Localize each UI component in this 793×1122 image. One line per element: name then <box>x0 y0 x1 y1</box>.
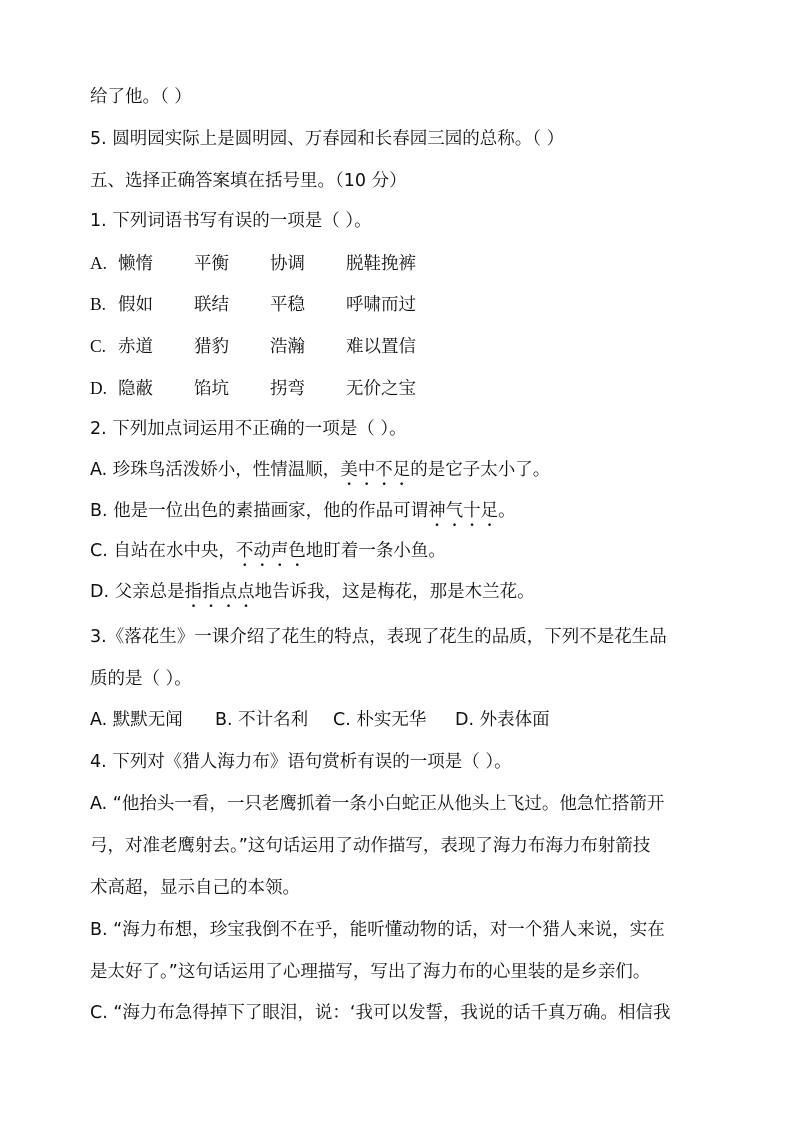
text-line: 术高超，显示自己的本领。 <box>90 878 300 898</box>
text-line: 给了他。（ ） <box>90 87 192 107</box>
question-2-option <box>90 539 446 571</box>
option-word: 联结 <box>194 295 229 315</box>
question-1: 1. 下列词语书写有误的一项是（ ）。 <box>90 211 372 231</box>
option-text: 地告诉我，这是梅花，那是木兰花。 <box>254 582 535 602</box>
dotted-word: 不动声色 <box>235 541 306 561</box>
option-label: B. <box>90 294 107 314</box>
option-word: 难以置信 <box>346 337 416 357</box>
question-3-options <box>90 708 550 732</box>
dotted-word: 美中不足 <box>340 460 411 480</box>
option-word: 假如 <box>118 295 153 315</box>
option-word: 呼啸而过 <box>346 295 416 315</box>
option-word: 馅坑 <box>194 379 229 399</box>
option-word: 浩瀚 <box>270 337 305 357</box>
text-line: 是太好了。”这句话运用了心理描写，写出了海力布的心里装的是乡亲们。 <box>90 962 651 982</box>
option-word: 平衡 <box>194 254 229 274</box>
option-word: 隐蔽 <box>118 379 153 399</box>
option-text: A. 珍珠鸟活泼娇小，性情温顺， <box>90 460 341 480</box>
dotted-word: 指指点点 <box>184 582 255 602</box>
question-1-option <box>90 251 422 276</box>
option-text: 地盯着一条小鱼。 <box>305 541 446 561</box>
option-b: B. 不计名利 <box>215 710 309 730</box>
option-word: 懒惰 <box>118 254 153 274</box>
option-word: 脱鞋挽裤 <box>346 254 416 274</box>
text-line: 弓，对准老鹰射去。”这句话运用了动作描写，表现了海力布海力布射箭技 <box>90 836 651 856</box>
question-3-cont: 质的是（ ）。 <box>90 669 192 689</box>
question-2-option <box>90 499 516 531</box>
question-2: 2. 下列加点词运用不正确的一项是（ ）。 <box>90 419 407 439</box>
option-word: 无价之宝 <box>346 379 416 399</box>
question-3: 3.《落花生》一课介绍了花生的特点，表现了花生的品质，下列不是花生品 <box>90 627 667 647</box>
option-a: A. 默默无闻 <box>90 710 183 730</box>
dotted-word: 神气十足 <box>428 501 499 521</box>
question-4-option-a: A. “他抬头一看，一只老鹰抓着一条小白蛇正从他头上飞过。他急忙搭箭开 <box>90 794 665 814</box>
judgement-item-5: 5. 圆明园实际上是圆明园、万春园和长春园三园的总称。（ ） <box>90 129 565 149</box>
option-word: 拐弯 <box>270 379 305 399</box>
option-c: C. 朴实无华 <box>333 710 427 730</box>
option-word: 赤道 <box>118 337 153 357</box>
question-1-option <box>90 376 422 401</box>
option-text: C. 自站在水中央， <box>90 541 236 561</box>
option-text: 的是它子太小了。 <box>410 460 551 480</box>
question-4: 4. 下列对《猎人海力布》语句赏析有误的一项是（ ）。 <box>90 752 512 772</box>
question-1-option <box>90 292 422 317</box>
question-4-option-b: B. “海力布想，珍宝我倒不在乎，能听懂动物的话，对一个猎人来说，实在 <box>90 920 665 940</box>
option-word: 协调 <box>270 254 305 274</box>
option-text: B. 他是一位出色的素描画家，他的作品可谓 <box>90 501 429 521</box>
section-heading: 五、选择正确答案填在括号里。（10 分） <box>90 171 407 191</box>
option-d: D. 外表体面 <box>455 710 550 730</box>
question-2-option <box>90 580 535 612</box>
question-4-option-c: C. “海力布急得掉下了眼泪，说：‘我可以发誓，我说的话千真万确。相信我 <box>90 1003 671 1023</box>
option-label: C. <box>90 336 107 356</box>
question-1-option <box>90 334 422 359</box>
option-text: D. 父亲总是 <box>90 582 185 602</box>
option-label: A. <box>90 253 108 273</box>
option-label: D. <box>90 378 108 398</box>
option-word: 猎豹 <box>194 337 229 357</box>
question-2-option <box>90 458 550 490</box>
option-word: 平稳 <box>270 295 305 315</box>
option-text: 。 <box>498 501 516 521</box>
